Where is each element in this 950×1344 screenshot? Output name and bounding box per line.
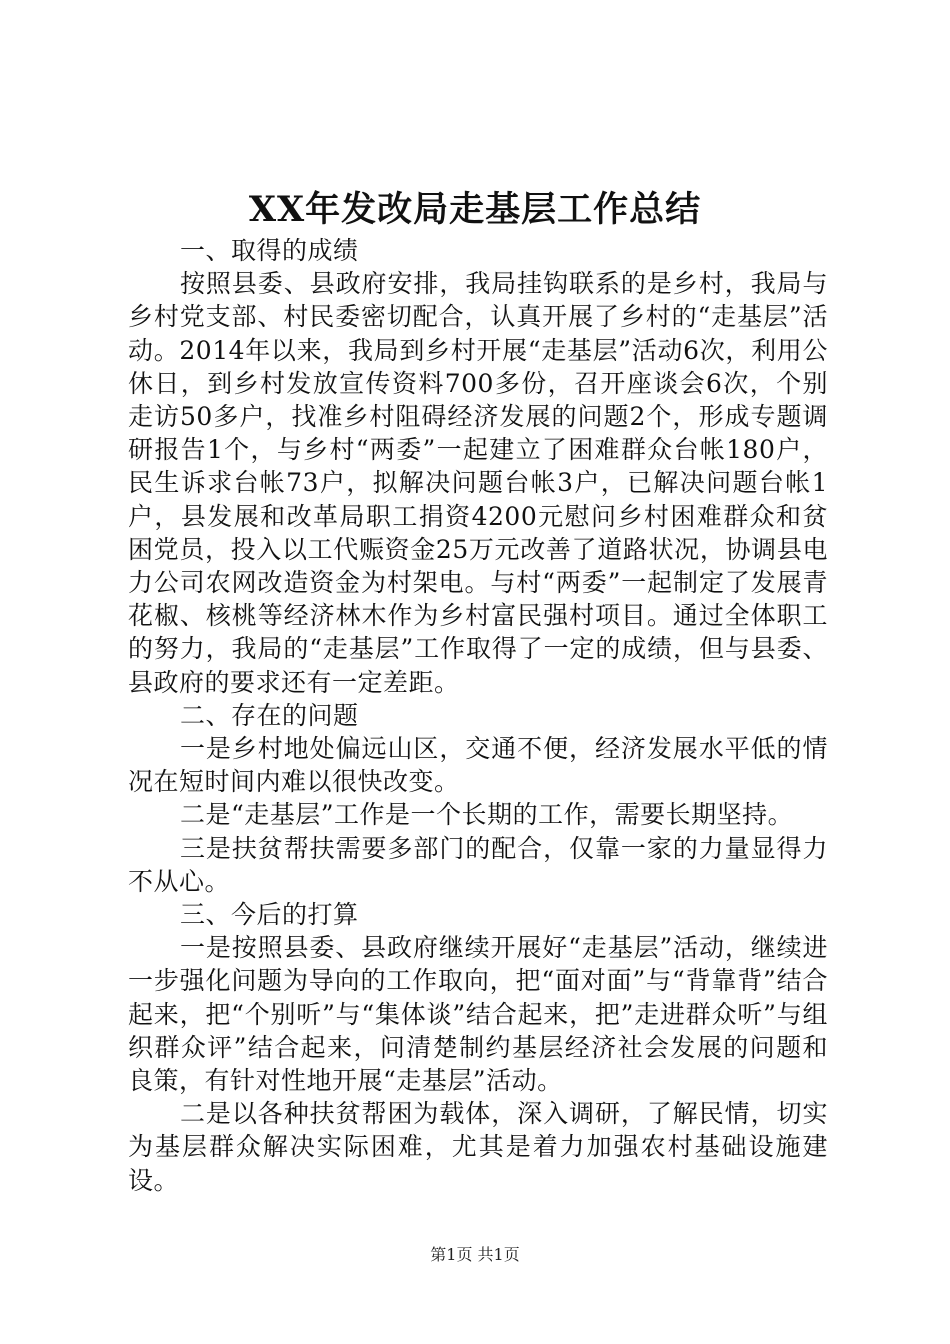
- paragraph-plan-2: 二是以各种扶贫帮困为载体，深入调研，了解民情，切实为基层群众解决实际困难，尤其是着力加强农村基础设施建设。: [128, 1099, 828, 1195]
- paragraph-achievements: 按照县委、县政府安排，我局挂钩联系的是乡村，我局与乡村党支部、村民委密切配合，认真开展了乡村的“走基层”活动。2014年以来，我局到乡村开展“走基层”活动6次，利用公休日，到乡村发放宣传资料700多份，召开座谈会6次，个别走访50多户，找准乡村阻碍经济发展的问题2个，形成专题调研报告1个，与乡村“两委”一起建立了困难群众台帐180户，民生诉求台帐73户，拟解决问题台帐3户，已解决问题台帐1户，县发展和改革局职工捐资4200元慰问乡村困难群众和贫困党员，投入以工代赈资金25万元改善了道路状况，协调县电力公司农网改造资金为村架电。与村“两委”一起制定了发展青花椒、核桃等经济林木作为乡村富民强村项目。通过全体职工的努力，我局的“走基层”工作取得了一定的成绩，但与县委、县政府的要求还有一定差距。: [128, 269, 828, 697]
- section-heading-achievements: 一、取得的成绩: [180, 236, 359, 265]
- section-heading-problems: 二、存在的问题: [180, 700, 359, 730]
- document-body: [128, 234, 828, 1197]
- paragraph-problem-3: 三是扶贫帮扶需要多部门的配合，仅靠一家的力量显得力不从心。: [128, 833, 828, 896]
- paragraph-problem-2: 二是“走基层”工作是一个长期的工作，需要长期坚持。: [180, 800, 794, 830]
- section-heading-plans: 三、今后的打算: [180, 900, 359, 930]
- paragraph-plan-1: 一是按照县委、县政府继续开展好“走基层”活动，继续进一步强化问题为导向的工作取向，把“面对面”与“背靠背”结合起来，把“个别听”与“集体谈”结合起来，把”走进群众听”与组织群众评”结合起来，问清楚制约基层经济社会发展的问题和良策，有针对性地开展“走基层”活动。: [128, 933, 828, 1096]
- document-title: XX年发改局走基层工作总结: [248, 189, 702, 230]
- page-number-footer: 第1页 共1页: [430, 1245, 520, 1264]
- paragraph-problem-1: 一是乡村地处偏远山区，交通不便，经济发展水平低的情况在短时间内难以很快改变。: [128, 734, 828, 797]
